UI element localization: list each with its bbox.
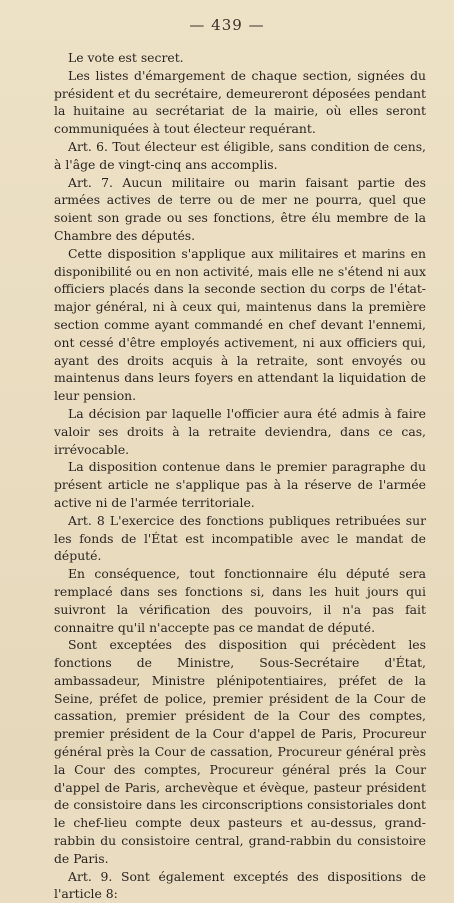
paragraph-consequence: En conséquence, tout fonctionnaire élu député sera remplacé dans ses fonctions si, dans les huit jours qui suivront la vérification des pouvoirs, il n'a pas fait connaitre qu'il n'accepte pas ce mandat de député. (54, 566, 426, 635)
body-text (54, 49, 426, 903)
paragraph-disposition-militaires: Cette disposition s'applique aux militaires et marins en disponibilité ou en non activité, mais elle ne s'étend ni aux officiers placés dans la seconde section du corps de l'état-major général, ni à ceux qui, maintenus dans la première section comme ayant commandé en chef devant l'ennemi, ont cessé d'être employés activement, ni aux officiers qui, ayant des droits acquis à la retraite, sont envoyés ou maintenus dans leurs foyers en attendant la liquidation de leur pension. (54, 245, 426, 404)
paragraph-article-7: Art. 7. Aucun militaire ou marin faisant partie des armées actives de terre ou de mer ne pourra, quel que soient son grade ou ses fonctions, être élu membre de la Chambre des députés. (54, 174, 426, 243)
paragraph-article-6: Art. 6. Tout électeur est éligible, sans condition de cens, à l'âge de vingt-cinq ans accomplis. (54, 138, 426, 172)
paragraph-exceptions: Sont exceptées des disposition qui précèdent les fonctions de Ministre, Sous-Secrétaire d'État, ambassadeur, Ministre plénipotentiaires, préfet de la Seine, préfet de police, premier président de la Cour de cassation, premier président de la Cour des comptes, premier président de la Cour d'appel de Paris, Procureur général près la Cour de cassation, Procureur général près la Cour des comptes, Procureur général prés la Cour d'appel de Paris, archevèque et évèque, pasteur président de consistoire dans les circonscriptions consistoriales dont le chef-lieu compte deux pasteurs et au-dessus, grand-rabbin du consistoire central, grand-rabbin du consistoire de Paris. (54, 637, 426, 866)
page-number: — 439 — (189, 16, 265, 34)
paragraph-listes-emargement: Les listes d'émargement de chaque section, signées du président et du secrétaire, demeureront déposées pendant la huitaine au secrétariat de la mairie, où elles seront communiquées à tout électeur requérant. (54, 67, 426, 137)
paragraph-article-9: Art. 9. Sont également exceptés des dispositions de l'article 8: (54, 868, 426, 902)
paragraph-decision-officier: La décision par laquelle l'officier aura été admis à faire valoir ses droits à la retraite deviendra, dans ce cas, irrévocable. (54, 405, 426, 457)
paragraph-reserve-armee: La disposition contenue dans le premier paragraphe du présent article ne s'applique pas à la réserve de l'armée active ni de l'armée territoriale. (54, 459, 426, 510)
paragraph-article-8: Art. 8 L'exercice des fonctions publiques retribuées sur les fonds de l'État est incompatible avec le mandat de député. (54, 512, 426, 564)
paragraph-vote-secret: Le vote est secret. (68, 50, 184, 65)
